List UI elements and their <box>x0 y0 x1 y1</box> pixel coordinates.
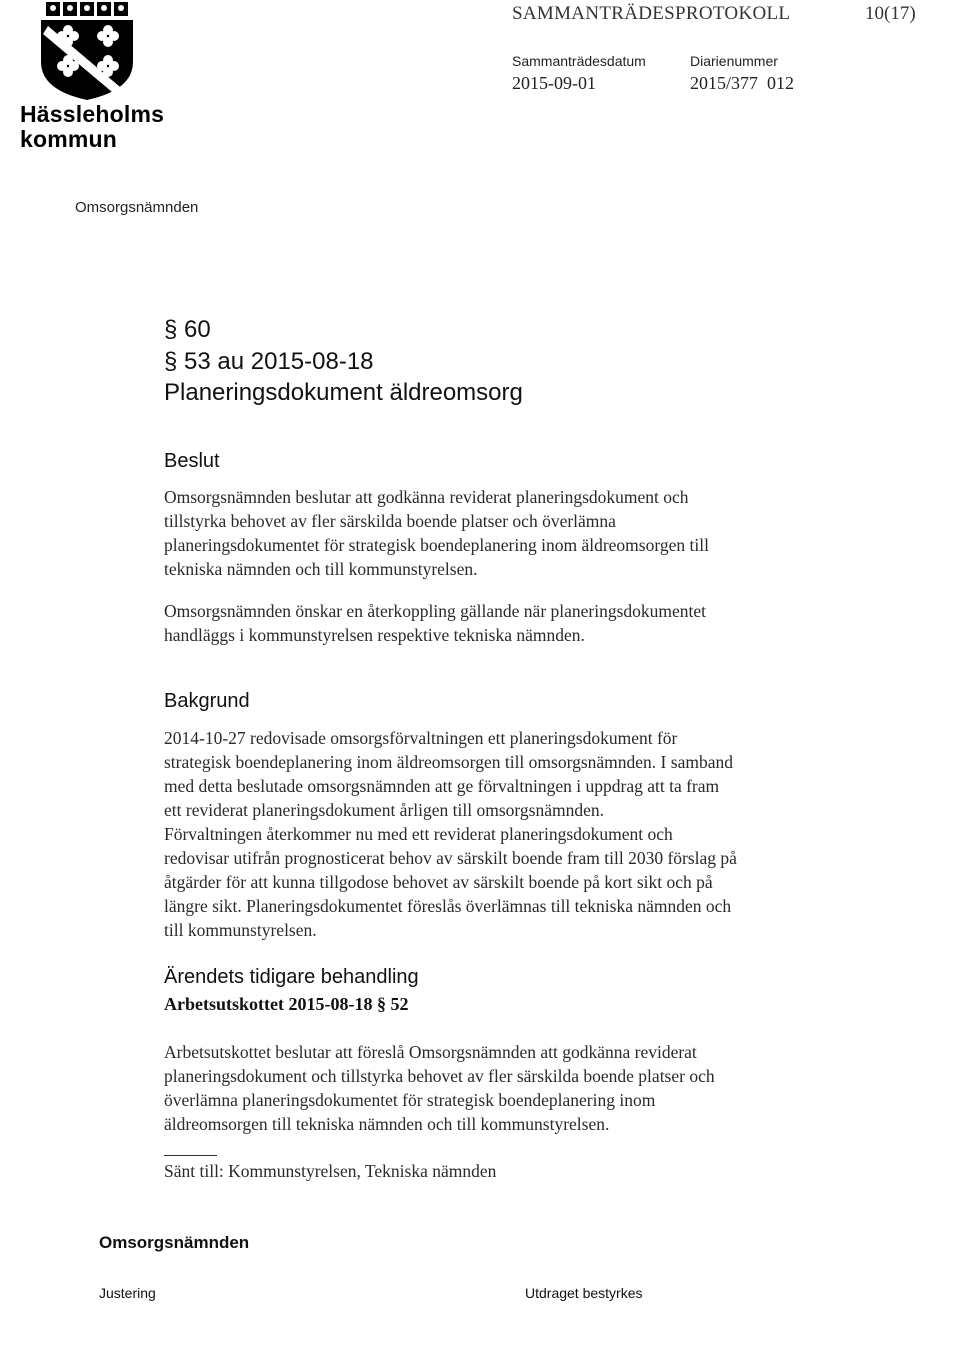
text-line: Omsorgsnämnden beslutar att godkänna reviderat planeringsdokument och <box>164 487 689 507</box>
text-line: tekniska nämnden och till kommunstyrelsen. <box>164 559 478 579</box>
bakgrund-paragraph <box>164 726 864 942</box>
document-type: SAMMANTRÄDESPROTOKOLL <box>512 3 791 24</box>
text-line: till kommunstyrelsen. <box>164 920 317 940</box>
tidigare-behandling-heading: Ärendets tidigare behandling <box>164 966 419 988</box>
text-line: tillstyrka behovet av fler särskilda boende platser och överlämna <box>164 511 616 531</box>
text-line: längre sikt. Planeringsdokumentet föreslås överlämnas till tekniska nämnden och <box>164 896 732 916</box>
utdraget-bestyrkes-label: Utdraget bestyrkes <box>525 1285 643 1301</box>
meeting-date-label: Sammanträdesdatum <box>512 53 646 69</box>
logo-wordmark-line2: kommun <box>20 126 118 152</box>
justering-label: Justering <box>99 1285 156 1301</box>
page-title: Planeringsdokument äldreomsorg <box>164 379 523 406</box>
sent-to: Sänt till: Kommunstyrelsen, Tekniska nämnden <box>164 1161 497 1181</box>
text-line: 2014-10-27 redovisade omsorgsförvaltningen ett planeringsdokument för <box>164 728 678 748</box>
beslut-heading: Beslut <box>164 450 220 472</box>
diarienummer-label: Diarienummer <box>690 53 778 69</box>
text-line: redovisar utifrån prognosticerat behov av särskilt boende fram till 2030 förslag på <box>164 848 737 868</box>
beslut-paragraph-1 <box>164 485 864 581</box>
text-line: planeringsdokument och tillstyrka behovet av fler särskilda boende platser och <box>164 1066 715 1086</box>
text-line: äldreomsorgen till tekniska nämnden och till kommunstyrelsen. <box>164 1114 610 1134</box>
board-name: Omsorgsnämnden <box>75 199 199 216</box>
coat-of-arms-icon <box>38 0 148 100</box>
text-line: Omsorgsnämnden önskar en återkoppling gällande när planeringsdokumentet <box>164 601 707 621</box>
paragraph-number: § 60 <box>164 316 211 343</box>
diarienummer-value: 2015/377 012 <box>690 73 795 93</box>
beslut-paragraph-2 <box>164 599 864 647</box>
text-line: med detta beslutade omsorgsnämnden att ge förvaltningen i uppdrag att ta fram <box>164 776 720 796</box>
logo-wordmark <box>20 102 170 152</box>
text-line: ett reviderat planeringsdokument årligen till omsorgsnämnden. <box>164 800 604 820</box>
bakgrund-heading: Bakgrund <box>164 690 250 712</box>
text-line: Arbetsutskottet beslutar att föreslå Omsorgsnämnden att godkänna reviderat <box>164 1042 697 1062</box>
text-line: överlämna planeringsdokumentet för strategisk boendeplanering inom <box>164 1090 656 1110</box>
divider <box>164 1155 217 1156</box>
footer-board-name: Omsorgsnämnden <box>99 1233 250 1252</box>
text-line: Förvaltningen återkommer nu med ett reviderat planeringsdokument och <box>164 824 673 844</box>
text-line: åtgärder för att kunna tillgodose behovet av särskilt boende på kort sikt och på <box>164 872 713 892</box>
text-line: strategisk boendeplanering inom äldreomsorgen till omsorgsnämnden. I samband <box>164 752 733 772</box>
arbetsutskottet-subheading: Arbetsutskottet 2015-08-18 § 52 <box>164 994 409 1014</box>
au-reference: § 53 au 2015-08-18 <box>164 348 374 375</box>
text-line: handläggs i kommunstyrelsen respektive tekniska nämnden. <box>164 625 585 645</box>
hassleholm-logo <box>18 0 165 160</box>
text-line: planeringsdokumentet för strategisk boendeplanering inom äldreomsorgen till <box>164 535 709 555</box>
tidigare-paragraph <box>164 1040 864 1136</box>
page-number: 10(17) <box>865 3 916 24</box>
meeting-date-value: 2015-09-01 <box>512 73 596 93</box>
logo-wordmark-line1: Hässleholms <box>20 101 165 127</box>
